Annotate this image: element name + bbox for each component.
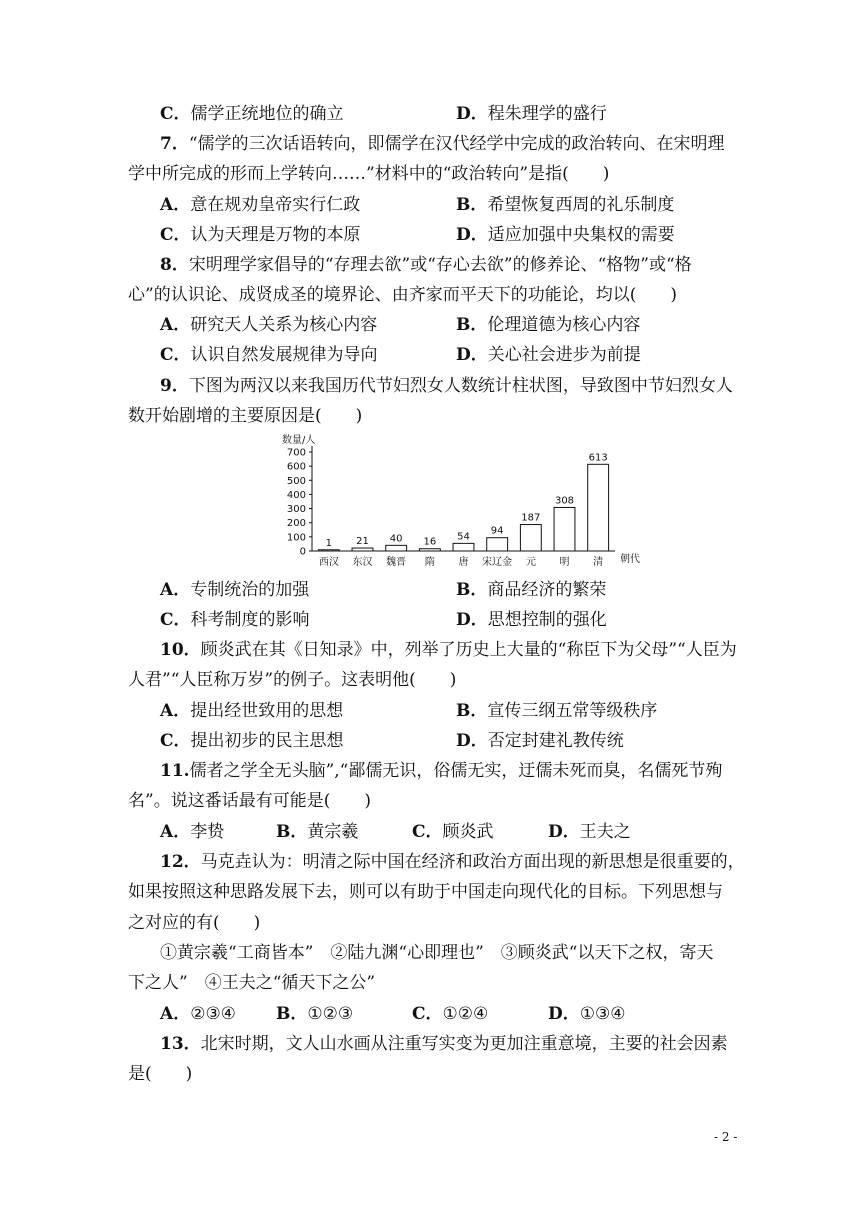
q12-stem-line-2: 如果按照这种思路发展下去，则可以有助于中国走向现代化的目标。下列思想与 <box>128 882 723 902</box>
chart-data-label: 1 <box>325 537 333 549</box>
chart-y-tick-label: 500 <box>286 475 306 487</box>
q11-stem-line-1: 11.儒者之学全无头脑”,“鄙儒无识，俗儒无实，迂儒未死而臭，名儒死节殉 <box>160 761 723 781</box>
q7-option-d: D．适应加强中央集权的需要 <box>456 225 675 245</box>
q12-option-d: D．①③④ <box>548 1004 626 1024</box>
chart-y-tick-label: 300 <box>286 504 306 516</box>
q9-option-b: B．商品经济的繁荣 <box>456 580 607 600</box>
chart-bar <box>386 545 407 551</box>
q13-stem-line-1: 13．北宋时期，文人山水画从注重写实变为更加注重意境，主要的社会因素 <box>160 1034 728 1054</box>
q9-option-a: A．专制统治的加强 <box>160 580 310 600</box>
q7-option-c: C．认为天理是万物的本原 <box>160 225 361 245</box>
chart-bar <box>520 525 541 551</box>
q12-option-a: A．②③④ <box>160 1004 236 1024</box>
q10-option-d: D．否定封建礼教传统 <box>456 731 624 751</box>
chart-x-tick-label: 清 <box>593 557 604 568</box>
chart-x-axis-label: 朝代 <box>620 554 640 565</box>
chart-data-label: 21 <box>356 536 369 548</box>
chart-x-tick-label: 宋辽金 <box>482 557 513 568</box>
chart-y-tick-label: 600 <box>286 461 306 473</box>
chart-x-tick-label: 魏晋 <box>386 557 407 568</box>
chart-y-tick-label: 200 <box>286 518 306 530</box>
chart-y-tick-label: 700 <box>286 447 306 459</box>
chart-y-tick-label: 0 <box>299 546 306 558</box>
q7-stem-line-1: 7．“儒学的三次话语转向，即儒学在汉代经学中完成的政治转向、在宋明理 <box>160 134 725 154</box>
q10-option-a: A．提出经世致用的思想 <box>160 701 344 721</box>
q12-option-b: B．①②③ <box>276 1004 354 1024</box>
chart-data-label: 40 <box>389 533 403 545</box>
chart-bar <box>453 543 474 551</box>
q12-stem-line-3: 之对应的有( ) <box>128 913 261 933</box>
q12-items-line-2: 下之人” ④王夫之“循天下之公” <box>128 973 376 993</box>
q9-stem-line-2: 数开始剧增的主要原因是( ) <box>128 406 363 426</box>
chart-x-tick-label: 东汉 <box>352 557 373 568</box>
q8-option-c: C．认识自然发展规律为导向 <box>160 345 378 365</box>
q11-option-d: D．王夫之 <box>548 822 631 842</box>
chart-y-axis-label: 数量/人 <box>282 435 316 446</box>
q11-option-a: A．李贽 <box>160 822 225 842</box>
q13-stem-line-2: 是( ) <box>128 1064 193 1084</box>
chart-bar <box>588 464 609 551</box>
chart-data-label: 16 <box>423 536 437 548</box>
page-number: - 2 - <box>714 1130 738 1144</box>
chart-bar <box>352 548 373 551</box>
q12-option-c: C．①②④ <box>412 1004 489 1024</box>
q8-option-b: B．伦理道德为核心内容 <box>456 315 641 335</box>
q9-option-c: C．科考制度的影响 <box>160 610 310 630</box>
q10-stem-line-2: 人君”“人臣称万岁”的例子。这表明他( ) <box>128 670 457 690</box>
q11-option-c: C．顾炎武 <box>412 822 494 842</box>
chart-bar <box>487 538 508 551</box>
bar-chart <box>280 430 660 580</box>
q8-stem-line-2: 心”的认识论、成贤成圣的境界论、由齐家而平天下的功能论，均以( ) <box>128 285 677 305</box>
q12-items-line-1: ①黄宗羲“工商皆本” ②陆九渊“心即理也” ③顾炎武“以天下之权，寄天 <box>160 943 714 963</box>
q7-option-b: B．希望恢复西周的礼乐制度 <box>456 195 675 215</box>
chart-x-tick-label: 元 <box>525 557 536 568</box>
q11-stem-line-2: 名”。说这番话最有可能是( ) <box>128 791 371 811</box>
q6-option-d: D．程朱理学的盛行 <box>456 104 607 124</box>
q10-option-c: C．提出初步的民主思想 <box>160 731 344 751</box>
chart-data-label: 308 <box>554 495 575 507</box>
chart-x-tick-label: 唐 <box>458 557 469 568</box>
q10-stem-line-1: 10．顾炎武在其《日知录》中，列举了历史上大量的“称臣下为父母”“人臣为 <box>160 640 737 660</box>
q10-option-b: B．宣传三纲五常等级秩序 <box>456 701 658 721</box>
chart-bar <box>554 507 575 551</box>
chart-x-tick-label: 西汉 <box>318 557 339 568</box>
chart-data-label: 54 <box>457 531 470 543</box>
q9-option-d: D．思想控制的强化 <box>456 610 607 630</box>
q7-stem-line-2: 学中所完成的形而上学转向……”材料中的“政治转向”是指( ) <box>128 164 610 184</box>
q6-option-c: C．儒学正统地位的确立 <box>160 104 344 124</box>
q7-option-a: A．意在规劝皇帝实行仁政 <box>160 195 361 215</box>
q11-option-b: B．黄宗羲 <box>276 822 359 842</box>
q9-stem-line-1: 9．下图为两汉以来我国历代节妇烈女人数统计柱状图，导致图中节妇烈女人 <box>160 376 733 396</box>
chart-bar <box>318 550 339 551</box>
chart-x-tick-label: 明 <box>559 557 570 568</box>
chart-data-label: 94 <box>490 525 504 537</box>
q8-stem-line-1: 8．宋明理学家倡导的“存理去欲”或“存心去欲”的修养论、“格物”或“格 <box>160 255 692 275</box>
chart-x-tick-label: 隋 <box>424 557 435 568</box>
chart-y-tick-label: 100 <box>286 532 306 544</box>
q12-stem-line-1: 12．马克垚认为：明清之际中国在经济和政治方面出现的新思想是很重要的， <box>160 852 745 872</box>
q8-option-a: A．研究天人关系为核心内容 <box>160 315 378 335</box>
chart-y-tick-label: 400 <box>286 489 306 501</box>
chart-bar <box>419 549 440 551</box>
chart-data-label: 613 <box>588 452 608 464</box>
chart-data-label: 187 <box>521 512 541 524</box>
q8-option-d: D．关心社会进步为前提 <box>456 345 641 365</box>
